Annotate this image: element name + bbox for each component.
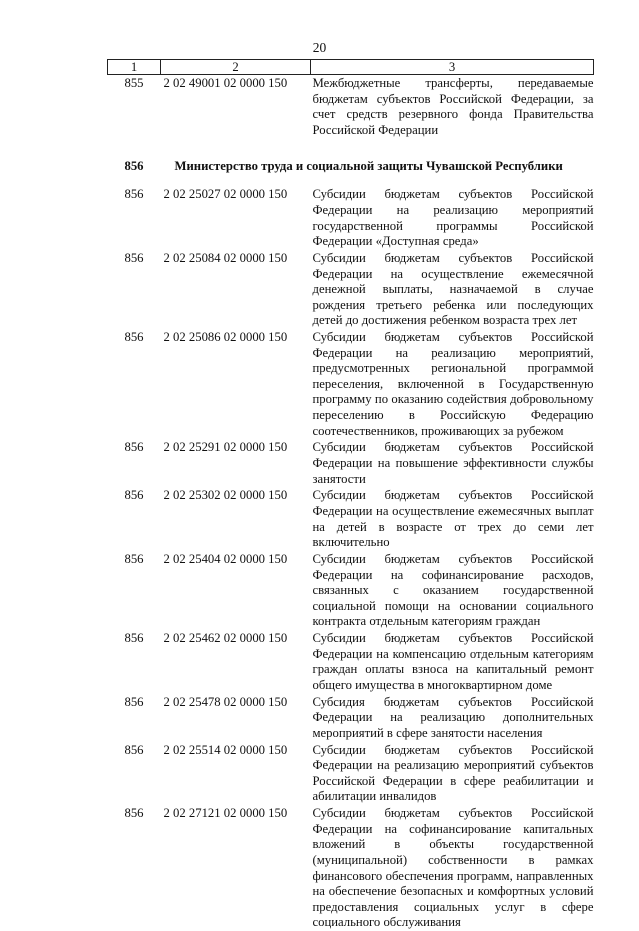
column-header-2: 2 bbox=[161, 60, 311, 75]
budget-classification-code: 2 02 25404 02 0000 150 bbox=[163, 551, 288, 566]
budget-codes-table bbox=[107, 59, 594, 931]
table-row bbox=[108, 439, 594, 487]
table-body bbox=[108, 75, 594, 931]
administrator-code: 856 bbox=[124, 187, 144, 202]
table-row bbox=[108, 186, 594, 250]
budget-classification-code: 2 02 25478 02 0000 150 bbox=[163, 694, 288, 709]
revenue-name: Субсидии бюджетам субъектов Российской Федерации на реализацию мероприятий государственной программы Российской Федерации «Доступная среда» bbox=[312, 187, 594, 249]
revenue-name: Субсидии бюджетам субъектов Российской Федерации на реализацию мероприятий субъектов Российской Федерации в сфере реабилитации и абилитации инвалидов bbox=[312, 742, 594, 804]
table-row bbox=[108, 551, 594, 630]
revenue-name: Субсидии бюджетам субъектов Российской Федерации на осуществление ежемесячной денежной выплаты, назначаемой в случае рождения третьего ребенка или последующих детей до достижения ребенком возраста трех лет bbox=[312, 250, 594, 328]
budget-classification-code: 2 02 27121 02 0000 150 bbox=[163, 806, 288, 821]
ministry-heading-row bbox=[108, 139, 594, 187]
page-number: 20 bbox=[312, 40, 327, 55]
budget-classification-code: 2 02 25086 02 0000 150 bbox=[163, 330, 288, 345]
administrator-code: 856 bbox=[124, 440, 144, 455]
budget-classification-code: 2 02 25302 02 0000 150 bbox=[163, 488, 288, 503]
table-header-row bbox=[108, 60, 594, 75]
table-row bbox=[108, 487, 594, 551]
revenue-name: Субсидии бюджетам субъектов Российской Федерации на софинансирование капитальных вложений в объекты государственной (муниципальной) собственности в рамках финансового обеспечения программ, направленных на обеспечение безопасных и комфортных условий предоставления социальных услуг в сфере социального обслуживания bbox=[312, 806, 594, 930]
revenue-name: Субсидия бюджетам субъектов Российской Федерации на реализацию дополнительных мероприятий в сфере занятости населения bbox=[312, 694, 594, 740]
budget-classification-code: 2 02 25514 02 0000 150 bbox=[163, 742, 288, 757]
administrator-code: 856 bbox=[124, 742, 144, 757]
administrator-code: 856 bbox=[124, 694, 144, 709]
table-row bbox=[108, 805, 594, 931]
administrator-code: 856 bbox=[124, 631, 144, 646]
revenue-name: Субсидии бюджетам субъектов Российской Федерации на повышение эффективности службы занятости bbox=[312, 440, 594, 486]
revenue-name: Субсидии бюджетам субъектов Российской Федерации на софинансирование расходов, связанных с оказанием государственной социальной помощи на основании социального контракта отдельным категориям граждан bbox=[312, 551, 594, 629]
table-row bbox=[108, 75, 594, 139]
ministry-code: 856 bbox=[124, 158, 144, 173]
column-header-1: 1 bbox=[108, 60, 161, 75]
table-row bbox=[108, 741, 594, 805]
ministry-name: Министерство труда и социальной защиты Чувашской Республики bbox=[174, 158, 563, 173]
column-header-3: 3 bbox=[311, 60, 594, 75]
table-row bbox=[108, 250, 594, 329]
administrator-code: 855 bbox=[124, 76, 144, 91]
administrator-code: 856 bbox=[124, 488, 144, 503]
table-row bbox=[108, 630, 594, 694]
administrator-code: 856 bbox=[124, 330, 144, 345]
revenue-name: Межбюджетные трансферты, передаваемые бюджетам субъектов Российской Федерации, за счет средств резервного фонда Правительства Российской Федерации bbox=[312, 76, 594, 137]
table-row bbox=[108, 693, 594, 741]
budget-classification-code: 2 02 25291 02 0000 150 bbox=[163, 440, 288, 455]
revenue-name: Субсидии бюджетам субъектов Российской Федерации на реализацию мероприятий, предусмотренных региональной программой переселения, включенной в Государственную программу по оказанию содействия добровольному переселению в Российскую Федерацию соотечественников, проживающих за рубежом bbox=[312, 330, 594, 438]
budget-classification-code: 2 02 49001 02 0000 150 bbox=[163, 76, 288, 91]
administrator-code: 856 bbox=[124, 551, 144, 566]
administrator-code: 856 bbox=[124, 250, 144, 265]
revenue-name: Субсидии бюджетам субъектов Российской Федерации на осуществление ежемесячных выплат на детей в возрасте от трех до семи лет включительно bbox=[312, 488, 594, 550]
budget-classification-code: 2 02 25027 02 0000 150 bbox=[163, 187, 288, 202]
budget-classification-code: 2 02 25462 02 0000 150 bbox=[163, 631, 288, 646]
administrator-code: 856 bbox=[124, 806, 144, 821]
revenue-name: Субсидии бюджетам субъектов Российской Федерации на компенсацию отдельным категориям граждан оплаты взноса на капитальный ремонт общего имущества в многоквартирном доме bbox=[312, 631, 594, 692]
table-row bbox=[108, 329, 594, 439]
budget-classification-code: 2 02 25084 02 0000 150 bbox=[163, 250, 288, 265]
